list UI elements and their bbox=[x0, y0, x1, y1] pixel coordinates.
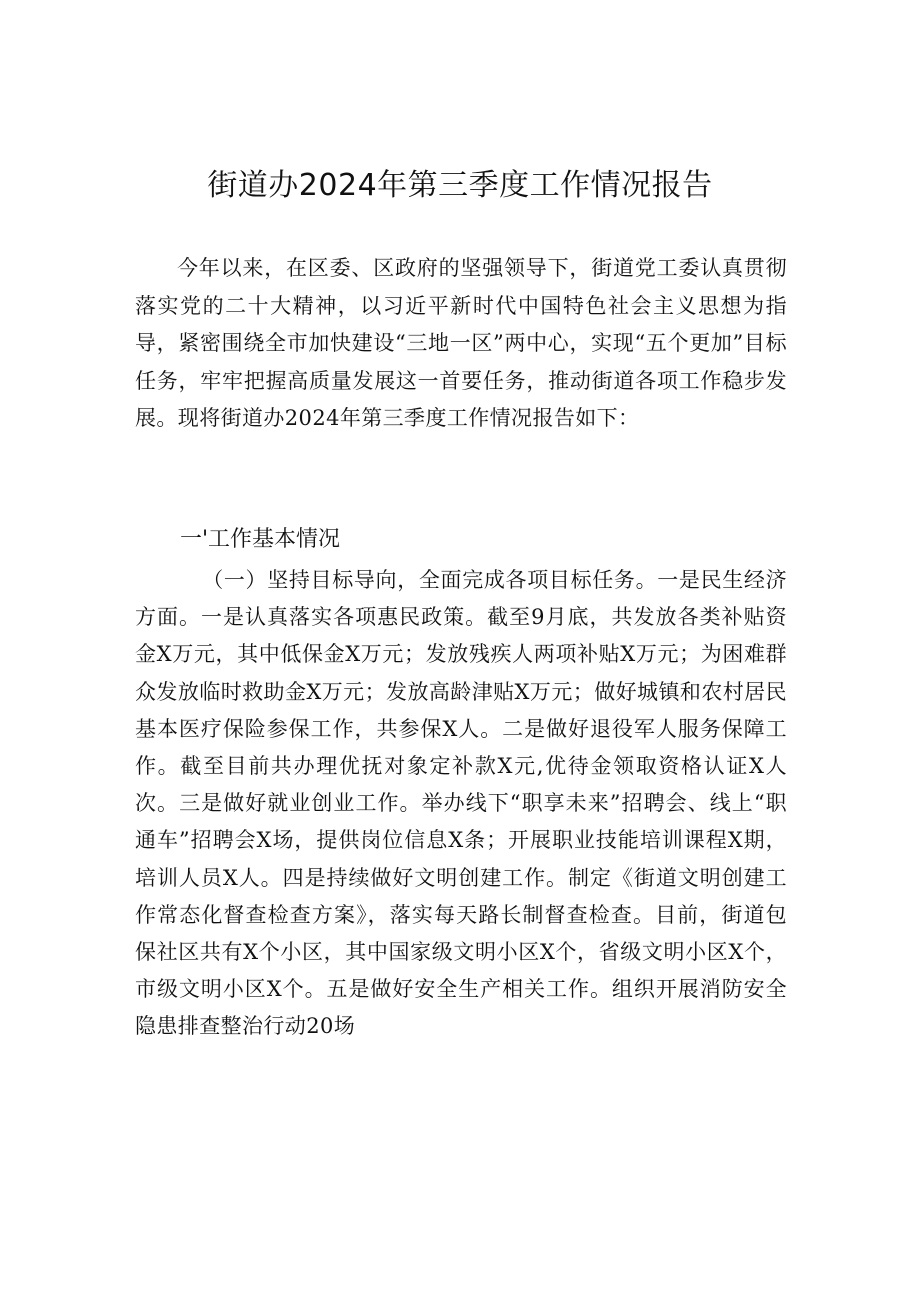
section-paragraph: （一）坚持目标导向，全面完成各项目标任务。一是民生经济方面。一是认真落实各项惠民政策。截至9月底，共发放各类补贴资金X万元，其中低保金X万元；发放残疾人两项补贴X万元；为困难群众发放临时救助金X万元；发放高龄津贴X万元；做好城镇和农村居民基本医疗保险参保工作，共参保X人。二是做好退役军人服务保障工作。截至目前共办理优抚对象定补款X元,优待金领取资格认证X人次。三是做好就业创业工作。举办线下“职享未来”招聘会、线上“职通车”招聘会X场，提供岗位信息X条；开展职业技能培训课程X期，培训人员X人。四是持续做好文明创建工作。制定《街道文明创建工作常态化督查检查方案》，落实每天路长制督查检查。目前，街道包保社区共有X个小区，其中国家级文明小区X个，省级文明小区X个，市级文明小区X个。五是做好安全生产相关工作。组织开展消防安全隐患排查整治行动20场 bbox=[135, 568, 787, 1039]
section-heading: 一'工作基本情况 bbox=[180, 527, 341, 552]
intro-paragraph: 今年以来，在区委、区政府的坚强领导下，街道党工委认真贯彻落实党的二十大精神，以习近平新时代中国特色社会主义思想为指导，紧密围绕全市加快建设“三地一区”两中心，实现“五个更加”目标任务，牢牢把握高质量发展这一首要任务，推动街道各项工作稳步发展。现将街道办2024年第三季度工作情况报告如下： bbox=[135, 256, 787, 430]
document-title: 街道办2024年第三季度工作情况报告 bbox=[207, 168, 713, 203]
